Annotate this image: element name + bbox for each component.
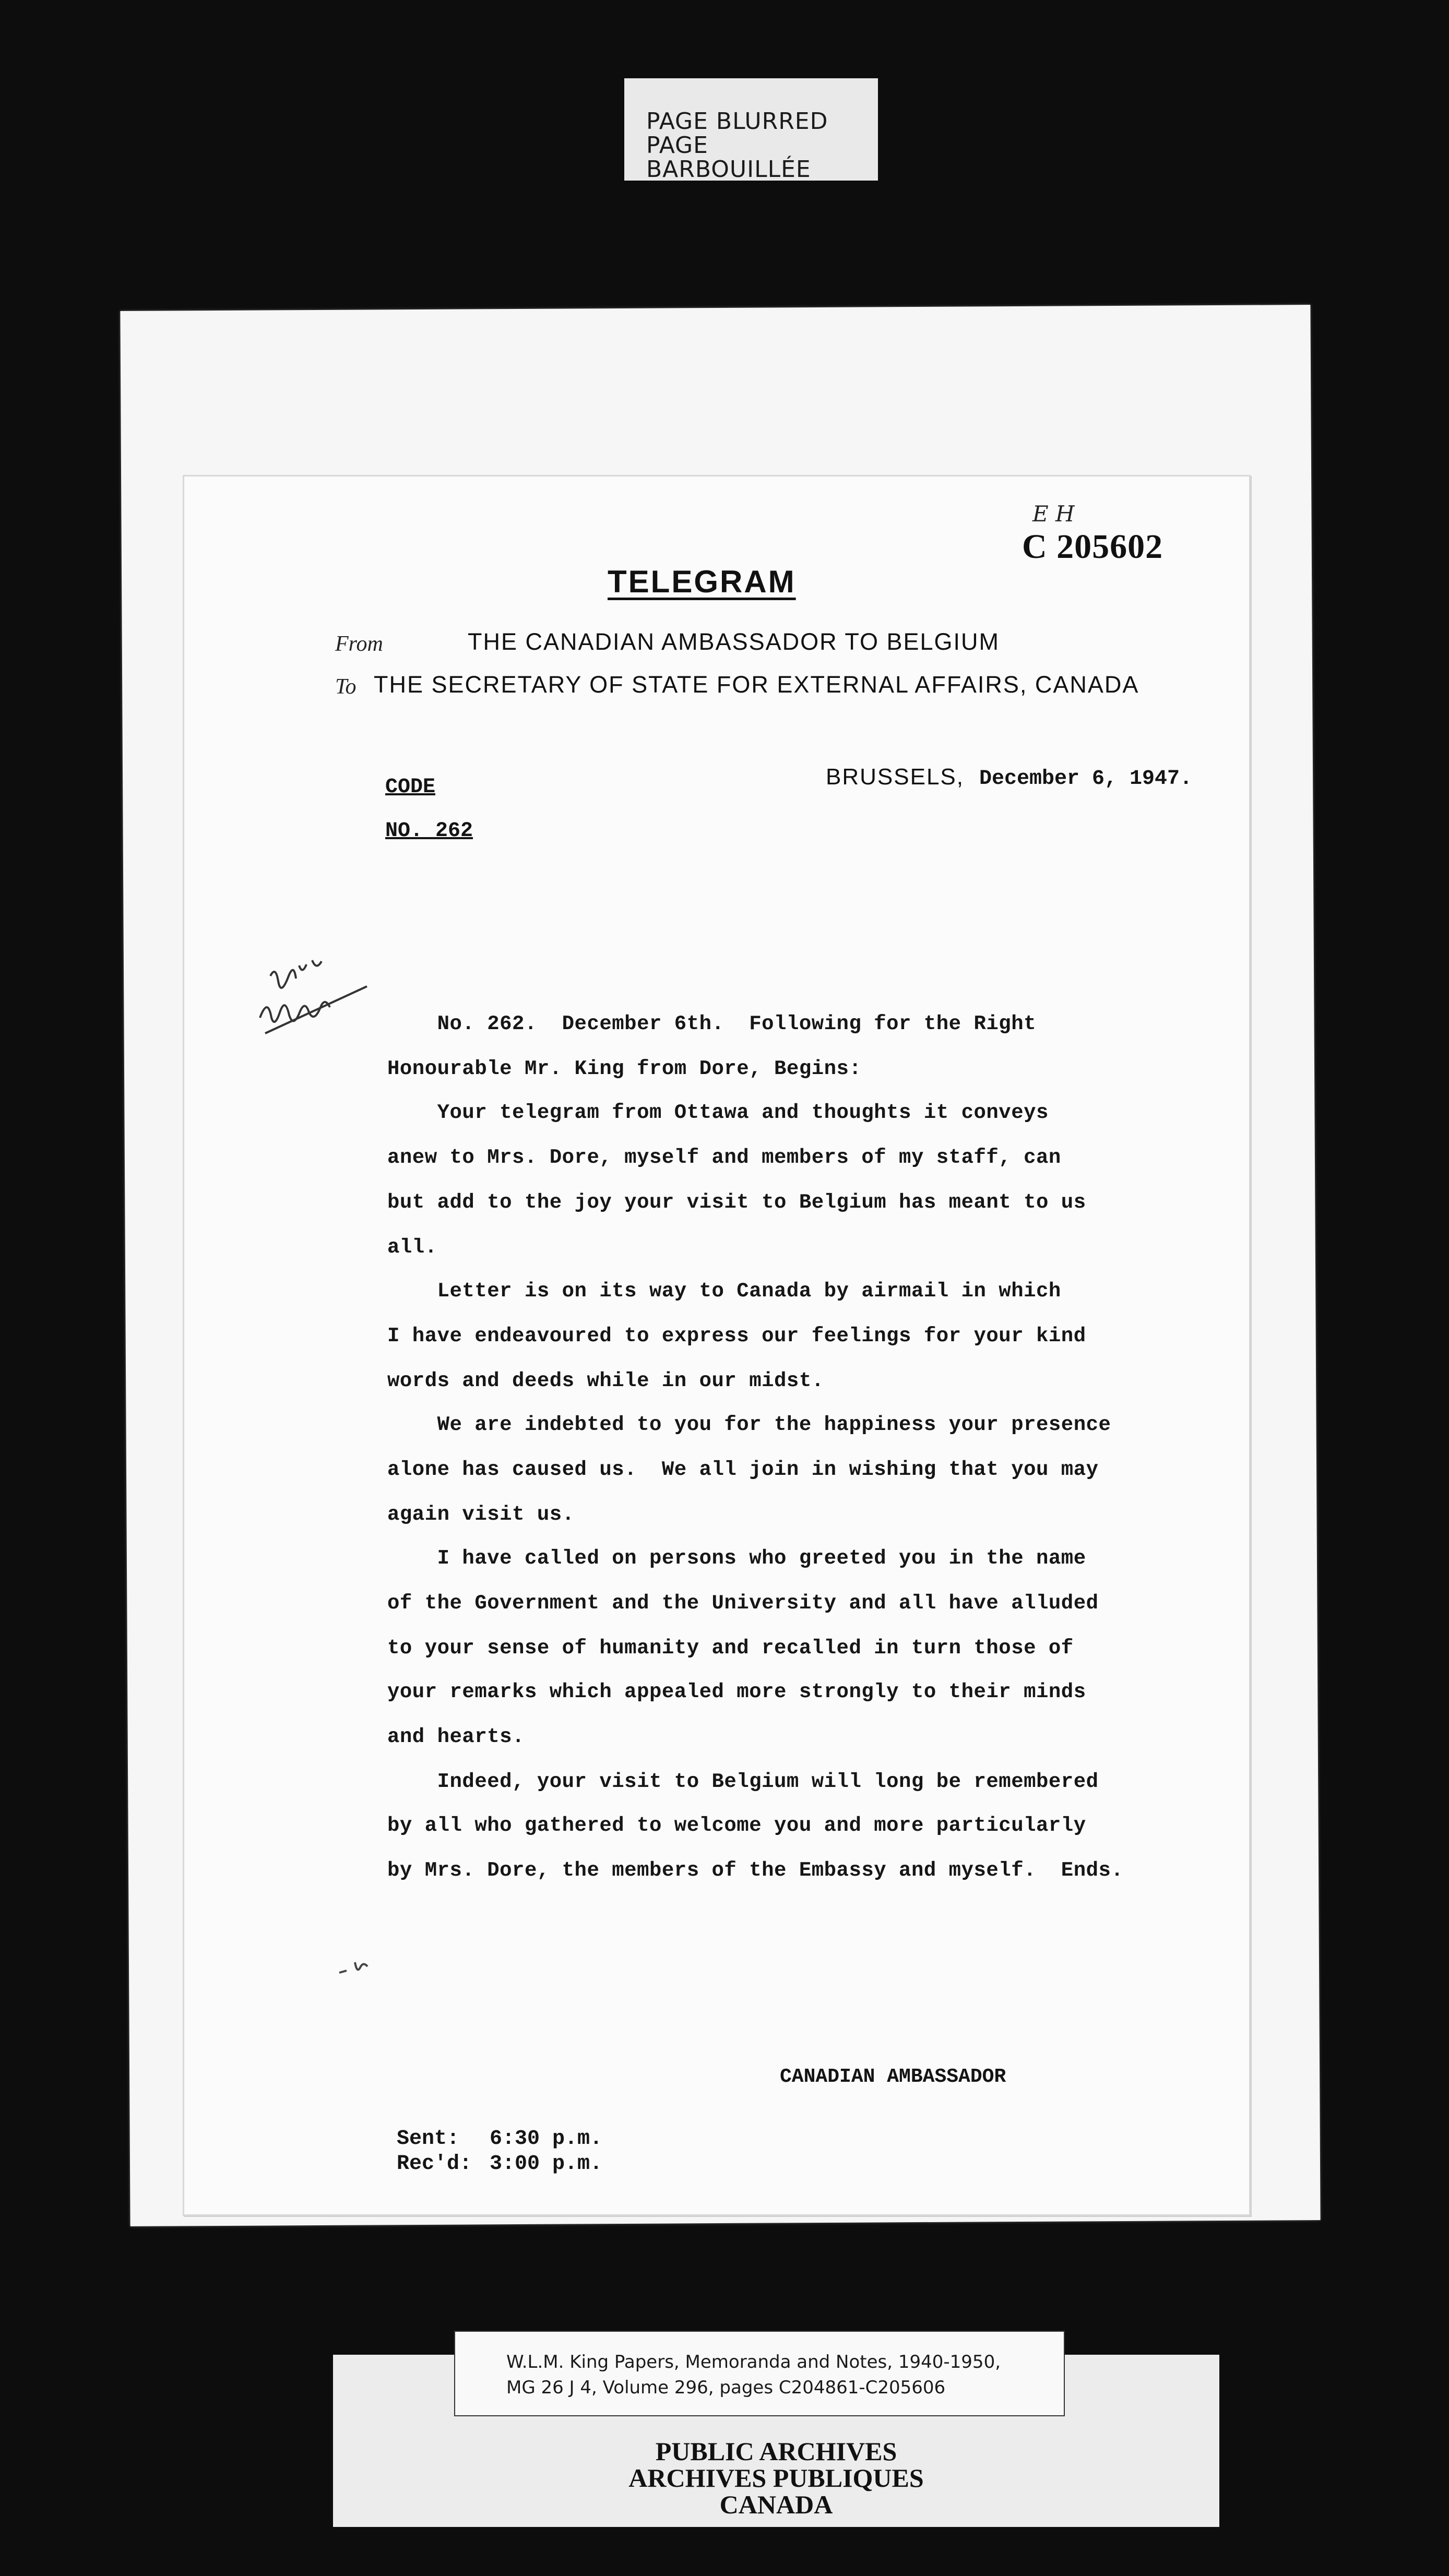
body-line: We are indebted to you for the happiness your presence xyxy=(387,1413,1111,1436)
collection-reference xyxy=(454,2331,1065,2416)
body-line: Indeed, your visit to Belgium will long be remembered xyxy=(387,1770,1099,1793)
place: BRUSSELS, xyxy=(826,764,964,790)
body-line: to your sense of humanity and recalled in turn those of xyxy=(387,1637,1074,1660)
received-label: Rec'd: xyxy=(397,2152,472,2176)
document-number-annotation: E H xyxy=(1032,501,1075,527)
body-line: all. xyxy=(387,1236,437,1259)
from-label: From xyxy=(335,632,383,656)
collection-line: W.L.M. King Papers, Memoranda and Notes, 1940-1950, xyxy=(506,2352,1001,2372)
body-line: words and deeds while in our midst. xyxy=(387,1369,824,1392)
signature: CANADIAN AMBASSADOR xyxy=(780,2066,1006,2088)
body-line: and hearts. xyxy=(387,1725,525,1748)
archives-country: CANADA xyxy=(719,2490,833,2519)
body-line: anew to Mrs. Dore, myself and members of my staff, can xyxy=(387,1146,1061,1169)
sent-time: 6:30 p.m. xyxy=(490,2127,603,2151)
page-blurred-line-en: PAGE BLURRED xyxy=(646,108,828,135)
code-label: CODE xyxy=(385,776,436,799)
body-line: alone has caused us. We all join in wishing that you may xyxy=(387,1458,1099,1481)
body-line: No. 262. December 6th. Following for the Right xyxy=(387,1012,1036,1035)
to-value: THE SECRETARY OF STATE FOR EXTERNAL AFFAIRS, CANADA xyxy=(374,671,1139,698)
to-label: To xyxy=(335,675,357,699)
sent-label: Sent: xyxy=(397,2127,460,2151)
body-line: by Mrs. Dore, the members of the Embassy and myself. Ends. xyxy=(387,1859,1124,1882)
archives-name-fr: ARCHIVES PUBLIQUES xyxy=(628,2463,924,2492)
body-line: but add to the joy your visit to Belgium has meant to us xyxy=(387,1191,1086,1214)
body-line: again visit us. xyxy=(387,1503,575,1526)
body-line: I have called on persons who greeted you in the name xyxy=(387,1547,1086,1570)
collection-line: MG 26 J 4, Volume 296, pages C204861-C205606 xyxy=(506,2377,946,2399)
from-value: THE CANADIAN AMBASSADOR TO BELGIUM xyxy=(468,628,1000,655)
page-blurred-label xyxy=(624,78,878,181)
archives-name-en: PUBLIC ARCHIVES xyxy=(655,2437,897,2466)
received-time: 3:00 p.m. xyxy=(490,2152,603,2176)
body-line: Your telegram from Ottawa and thoughts it conveys xyxy=(387,1101,1049,1124)
handwritten-tick-mark xyxy=(334,1952,381,1983)
telegram-title: TELEGRAM xyxy=(608,564,796,599)
body-line: by all who gathered to welcome you and more particularly xyxy=(387,1814,1086,1837)
archives-name xyxy=(333,2438,1219,2518)
body-line: I have endeavoured to express our feelings for your kind xyxy=(387,1325,1086,1347)
telegram-number: NO. 262 xyxy=(385,819,473,843)
body-line: Honourable Mr. King from Dore, Begins: xyxy=(387,1057,862,1080)
date: December 6, 1947. xyxy=(979,767,1193,791)
body-line: of the Government and the University and all have alluded xyxy=(387,1592,1099,1615)
handwritten-margin-note xyxy=(255,955,375,1054)
page-blurred-line-fr: PAGE BARBOUILLÉE xyxy=(646,132,811,183)
body-line: your remarks which appealed more strongly to their minds xyxy=(387,1680,1086,1703)
document-number: C 205602 xyxy=(1022,528,1163,566)
body-line: Letter is on its way to Canada by airmail in which xyxy=(387,1280,1061,1303)
